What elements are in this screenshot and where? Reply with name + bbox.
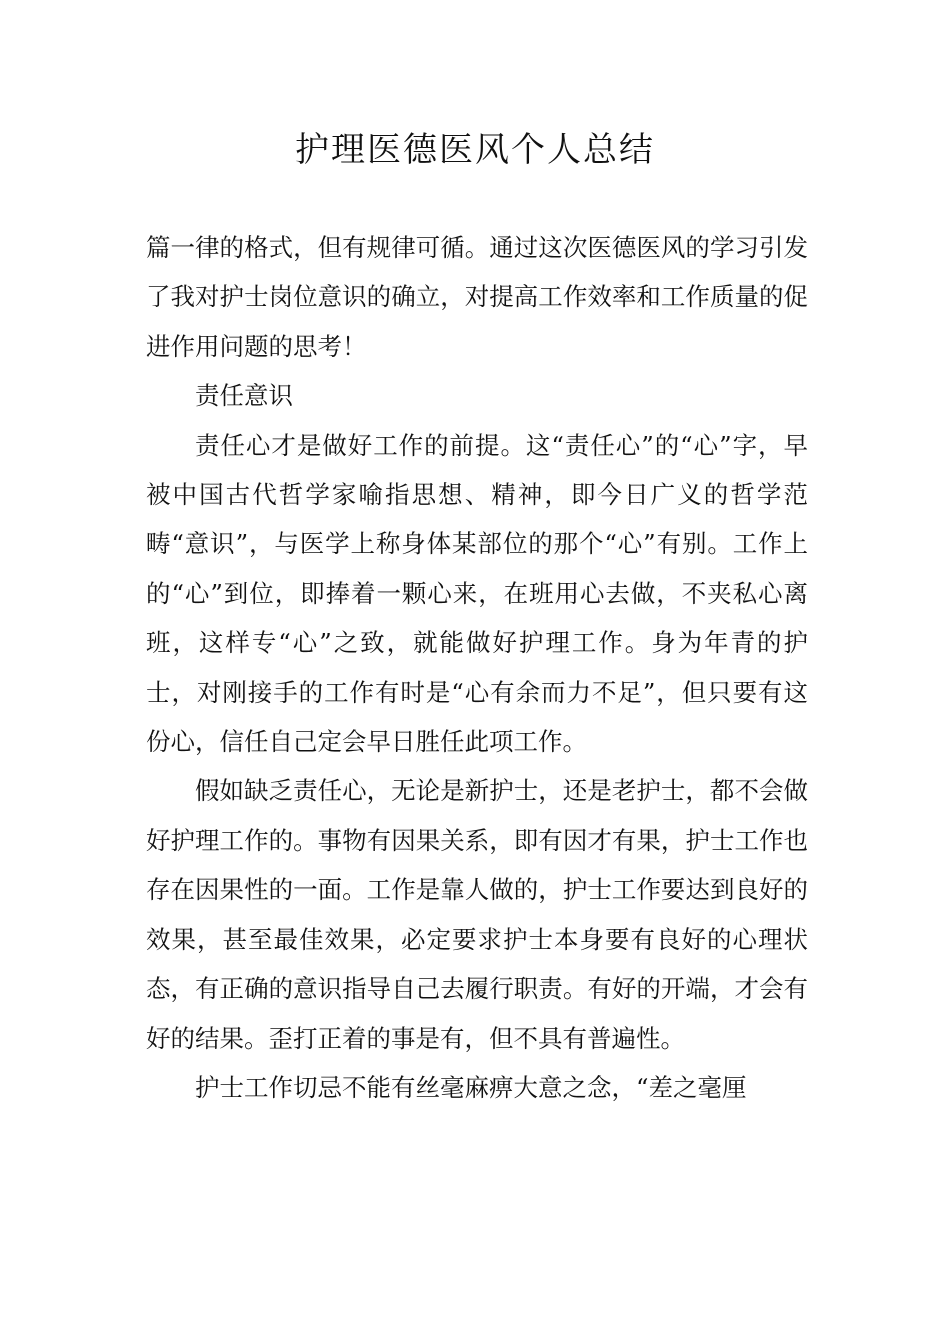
- section-heading-responsibility: 责任意识: [195, 381, 293, 411]
- paragraph-no-carelessness: 护士工作切忌不能有丝毫麻痹大意之念，“差之毫厘: [195, 1072, 747, 1102]
- document-body: [146, 223, 808, 1112]
- paragraph-intro: 篇一律的格式，但有规律可循。通过这次医德医风的学习引发了我对护士岗位意识的确立，对提高工作效率和工作质量的促进作用问题的思考！: [146, 233, 808, 361]
- document-title: 护理医德医风个人总结: [295, 130, 655, 170]
- paragraph-responsibility-heart: 责任心才是做好工作的前提。这“责任心”的“心”字，早被中国古代哲学家喻指思想、精神，即今日广义的哲学范畴“意识”，与医学上称身体某部位的那个“心”有别。工作上的“心”到位，即捧着一颗心来，在班用心去做，不夹私心离班，这样专“心”之致，就能做好护理工作。身为年青的护士，对刚接手的工作有时是“心有余而力不足”，但只要有这份心，信任自己定会早日胜任此项工作。: [146, 430, 808, 757]
- paragraph-cause-effect: 假如缺乏责任心，无论是新护士，还是老护士，都不会做好护理工作的。事物有因果关系，即有因才有果，护士工作也存在因果性的一面。工作是靠人做的，护士工作要达到良好的效果，甚至最佳效果，必定要求护士本身要有良好的心理状态，有正确的意识指导自己去履行职责。有好的开端，才会有好的结果。歪打正着的事是有，但不具有普遍性。: [146, 776, 808, 1053]
